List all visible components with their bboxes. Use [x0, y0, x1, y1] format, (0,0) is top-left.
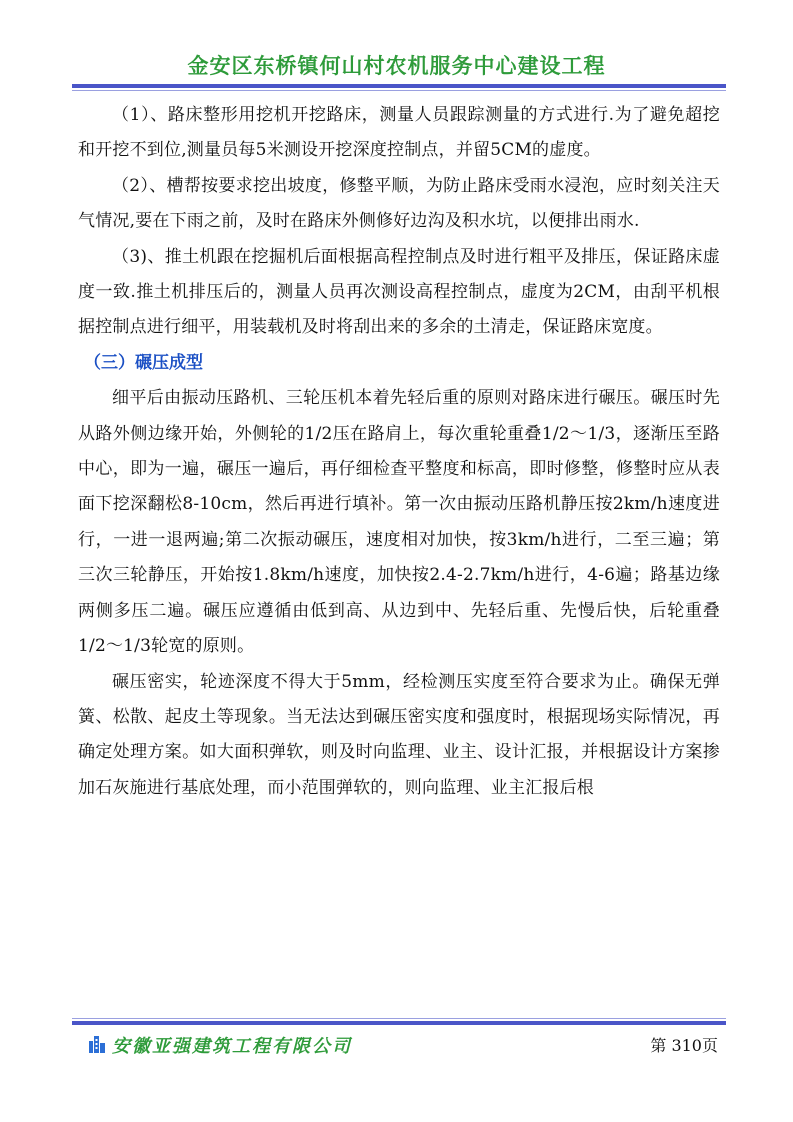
section-heading: （三）碾压成型: [84, 352, 203, 373]
page-number: 第 310页: [650, 1036, 718, 1055]
paragraph-3: （3)、推土机跟在挖掘机后面根据高程控制点及时进行粗平及排压，保证路床虚度一致.推土机排压后的，测量人员再次测设高程控制点，虚度为2CM，由刮平机根据控制点进行细平，用装载机及时将刮出来的多余的土清走，保证路床宽度。: [78, 246, 720, 338]
page-body: [78, 98, 720, 806]
building-logo-icon: [88, 1033, 106, 1053]
paragraph-2: （2）、槽帮按要求挖出坡度，修整平顺，为防止路床受雨水浸泡，应时刻关注天气情况,要在下雨之前，及时在路床外侧修好边沟及积水坑，以便排出雨水.: [78, 175, 720, 232]
section-paragraph-1: 细平后由振动压路机、三轮压机本着先轻后重的原则对路床进行碾压。碾压时先从路外侧边缘开始，外侧轮的1/2压在路肩上，每次重轮重叠1/2～1/3，逐渐压至路中心，即为一遍，碾压一遍后，再仔细检查平整度和标高，即时修整，修整时应从表面下挖深翻松8-10cm，然后再进行填补。第一次由振动压路机静压按2km/h速度进行，一进一退两遍;第二次振动碾压，速度相对加快，按3km/h进行，二至三遍；第三次三轮静压，开始按1.8km/h速度，加快按2.4-2.7km/h进行，4-6遍；路基边缘两侧多压二遍。碾压应遵循由低到高、从边到中、先轻后重、先慢后快，后轮重叠1/2～1/3轮宽的原则。: [78, 388, 720, 657]
footer-rule-thin: [72, 1018, 726, 1019]
paragraph-1: （1）、路床整形用挖机开挖路床，测量人员跟踪测量的方式进行.为了避免超挖和开挖不到位,测量员每5米测设开挖深度控制点，并留5CM的虚度。: [78, 105, 720, 161]
section-paragraph-2: 碾压密实，轮迹深度不得大于5mm，经检测压实度至符合要求为止。确保无弹簧、松散、起皮土等现象。当无法达到碾压密实度和强度时，根据现场实际情况，再确定处理方案。如大面积弹软，则及时向监理、业主、设计汇报，并根据设计方案掺加石灰施进行基底处理，而小范围弹软的，则向监理、业主汇报后根: [78, 671, 720, 798]
header-title: 金安区东桥镇何山村农机服务中心建设工程: [187, 54, 606, 78]
header-rule-thin: [72, 90, 726, 91]
header-rule-thick: [72, 84, 726, 88]
footer-rule-thick: [72, 1021, 726, 1025]
company-name: 安徽亚强建筑工程有限公司: [112, 1036, 352, 1057]
footer-bar: [88, 1030, 724, 1058]
